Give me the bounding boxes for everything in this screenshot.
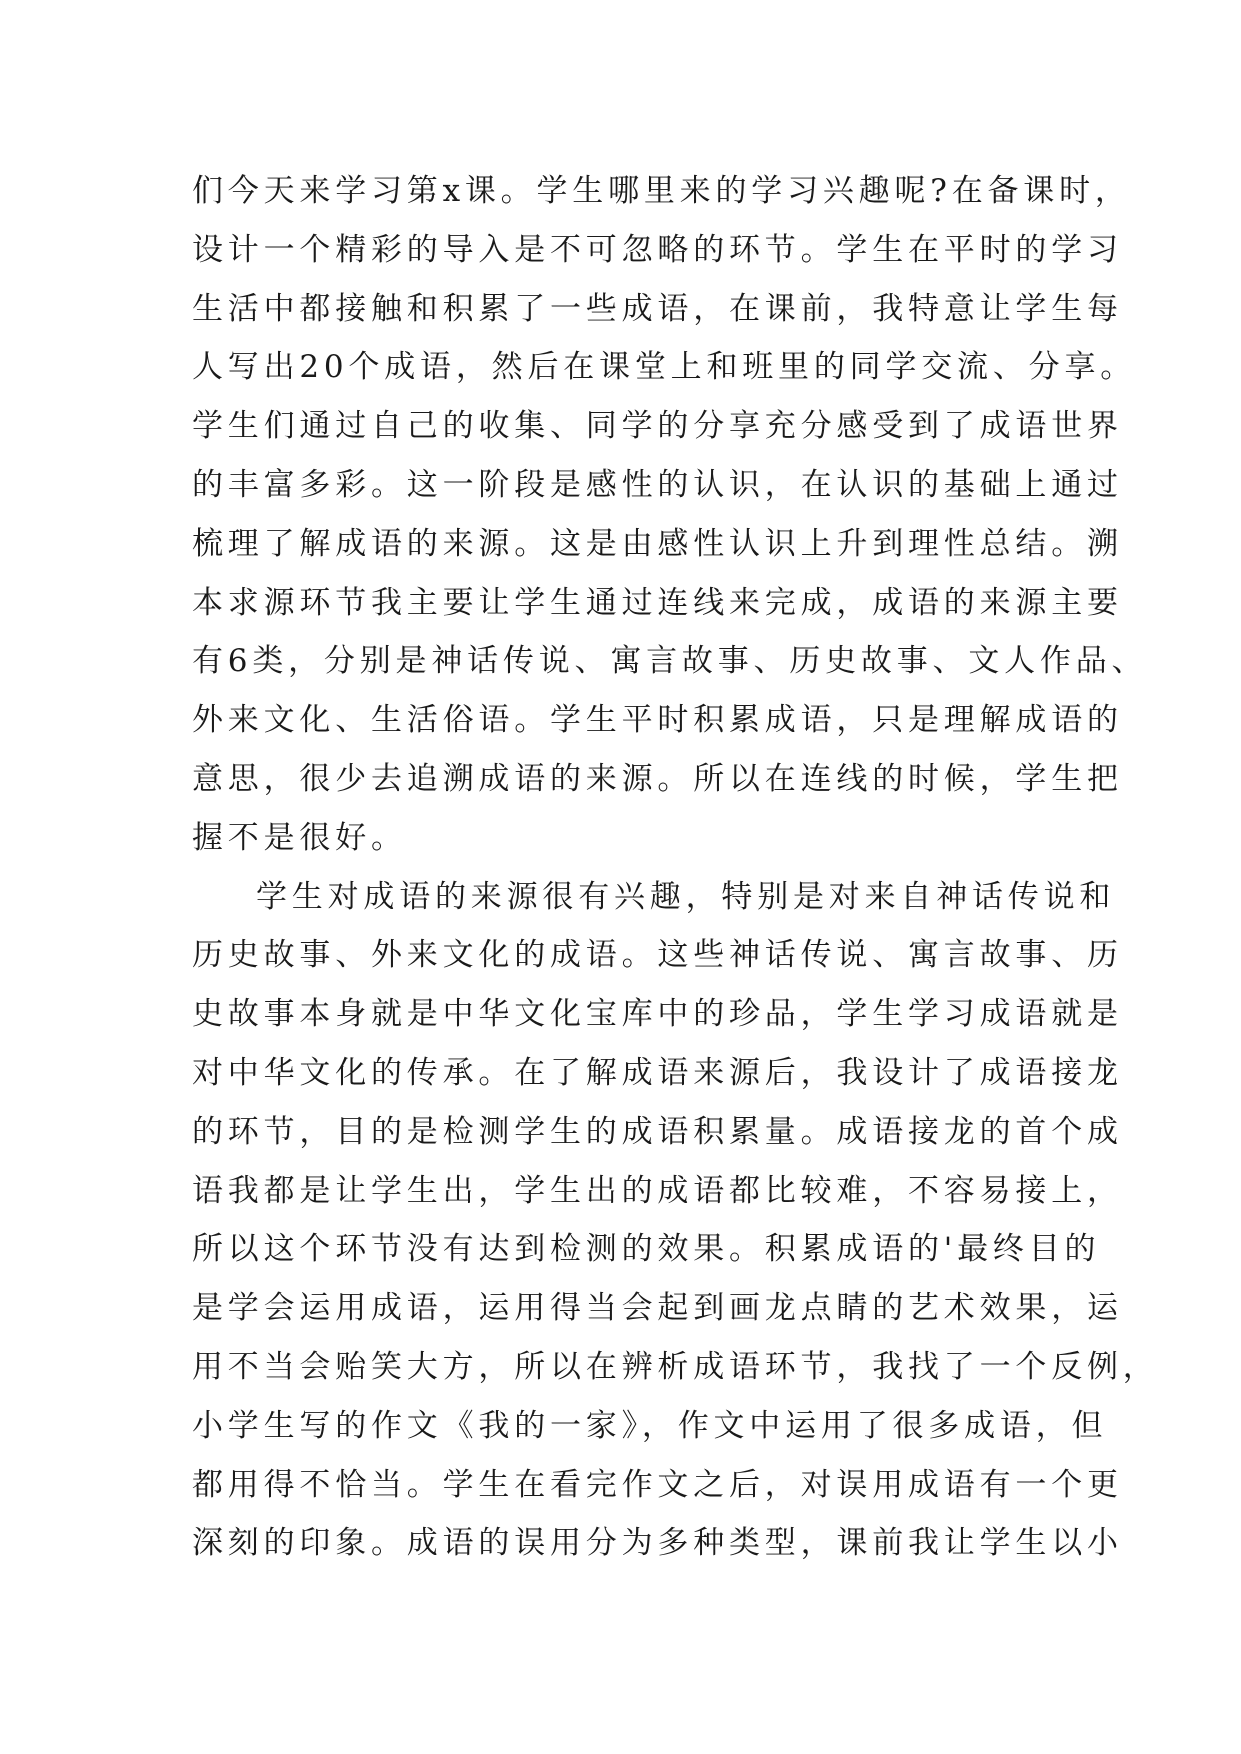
text-line: 握不是很好。 xyxy=(192,819,407,856)
text-line: 历史故事、外来文化的成语。这些神话传说、寓言故事、历 xyxy=(192,937,1123,974)
text-line: 语我都是让学生出，学生出的成语都比较难，不容易接上， xyxy=(192,1172,1123,1209)
text-line: 有6类，分别是神话传说、寓言故事、历史故事、文人作品、 xyxy=(192,643,1148,680)
text-line: 对中华文化的传承。在了解成语来源后，我设计了成语接龙 xyxy=(192,1054,1123,1091)
text-line: 所以这个环节没有达到检测的效果。积累成语的'最终目的 xyxy=(192,1231,1101,1268)
document-body xyxy=(192,162,1159,1573)
text-line: 用不当会贻笑大方，所以在辨析成语环节，我找了一个反例， xyxy=(192,1348,1159,1385)
text-line: 的丰富多彩。这一阶段是感性的认识，在认识的基础上通过 xyxy=(192,466,1123,503)
text-line: 们今天来学习第x课。学生哪里来的学习兴趣呢?在备课时， xyxy=(192,173,1131,209)
text-line: 梳理了解成语的来源。这是由感性认识上升到理性总结。溯 xyxy=(192,525,1123,562)
text-line: 都用得不恰当。学生在看完作文之后，对误用成语有一个更 xyxy=(192,1466,1123,1503)
text-line-indented: 学生对成语的来源很有兴趣，特别是对来自神话传说和 xyxy=(256,878,1116,915)
text-line: 设计一个精彩的导入是不可忽略的环节。学生在平时的学习 xyxy=(192,231,1123,268)
text-line: 人写出20个成语，然后在课堂上和班里的同学交流、分享。 xyxy=(192,349,1137,386)
text-line: 史故事本身就是中华文化宝库中的珍品，学生学习成语就是 xyxy=(192,996,1123,1033)
text-line: 生活中都接触和积累了一些成语，在课前，我特意让学生每 xyxy=(192,290,1123,327)
paragraph-1 xyxy=(192,162,1148,868)
text-line: 的环节，目的是检测学生的成语积累量。成语接龙的首个成 xyxy=(192,1113,1123,1150)
text-line: 外来文化、生活俗语。学生平时积累成语，只是理解成语的 xyxy=(192,702,1123,739)
paragraph-2 xyxy=(192,868,1159,1574)
text-line: 学生们通过自己的收集、同学的分享充分感受到了成语世界 xyxy=(192,408,1123,445)
text-line: 小学生写的作文《我的一家》，作文中运用了很多成语，但 xyxy=(192,1407,1108,1444)
text-line: 意思，很少去追溯成语的来源。所以在连线的时候，学生把 xyxy=(192,760,1123,797)
text-line: 是学会运用成语，运用得当会起到画龙点睛的艺术效果，运 xyxy=(192,1290,1123,1327)
text-line: 深刻的印象。成语的误用分为多种类型，课前我让学生以小 xyxy=(192,1525,1123,1562)
text-line: 本求源环节我主要让学生通过连线来完成，成语的来源主要 xyxy=(192,584,1123,621)
